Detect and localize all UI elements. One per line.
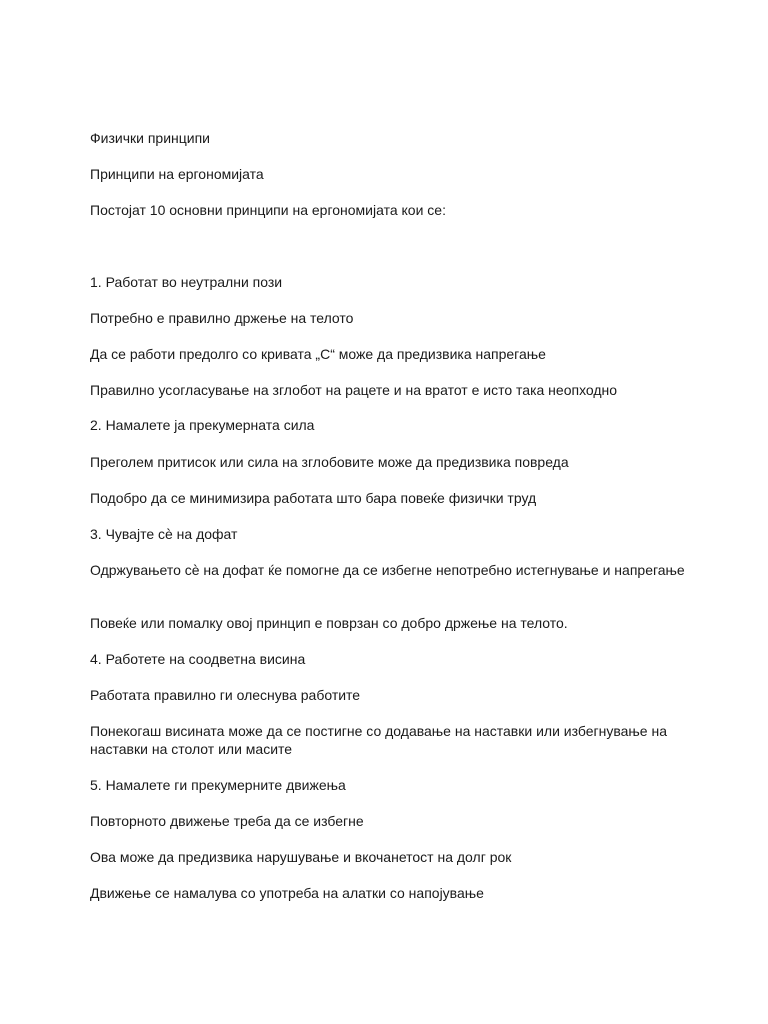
paragraph: Подобро да се минимизира работата што бара повеќе физички труд bbox=[90, 490, 537, 506]
paragraph: Повторното движење треба да се избегне bbox=[90, 813, 364, 829]
paragraph: Преголем притисок или сила на зглобовите може да предизвика повреда bbox=[90, 454, 569, 470]
principle-heading-3: 3. Чувајте сѐ на дофат bbox=[90, 526, 238, 542]
paragraph: Потребно е правилно држење на телото bbox=[90, 310, 354, 326]
paragraph: Движење се намалува со употреба на алатки со напојување bbox=[90, 885, 484, 901]
paragraph: Одржувањето сѐ на дофат ќе помогне да се избегне непотребно истегнување и напрегање bbox=[90, 562, 685, 578]
paragraph: Повеќе или помалку овој принцип е поврзан со добро држење на телото. bbox=[90, 615, 568, 631]
paragraph: Работата правилно ги олеснува работите bbox=[90, 687, 361, 703]
document-heading: Физички принципи bbox=[90, 130, 210, 146]
principle-heading-4: 4. Работете на соодветна висина bbox=[90, 651, 306, 667]
principle-heading-2: 2. Намалете ја прекумерната сила bbox=[90, 417, 315, 433]
paragraph: Да се работи предолго со кривата „C“ може да предизвика напрегање bbox=[90, 346, 546, 362]
principle-heading-1: 1. Работат во неутрални пози bbox=[90, 274, 283, 290]
principle-heading-5: 5. Намалете ги прекумерните движења bbox=[90, 777, 346, 793]
paragraph: Понекогаш висината може да се постигне со додавање на наставки или избегнување на наставки на столот или масите bbox=[90, 723, 667, 757]
intro-paragraph: Постојат 10 основни принципи на ергономијата кои се: bbox=[90, 202, 446, 218]
document-subheading: Принципи на ергономијата bbox=[90, 166, 264, 182]
paragraph: Ова може да предизвика нарушување и вкочанетост на долг рок bbox=[90, 849, 512, 865]
paragraph: Правилно усогласување на зглобот на рацете и на вратот е исто така неопходно bbox=[90, 382, 618, 398]
